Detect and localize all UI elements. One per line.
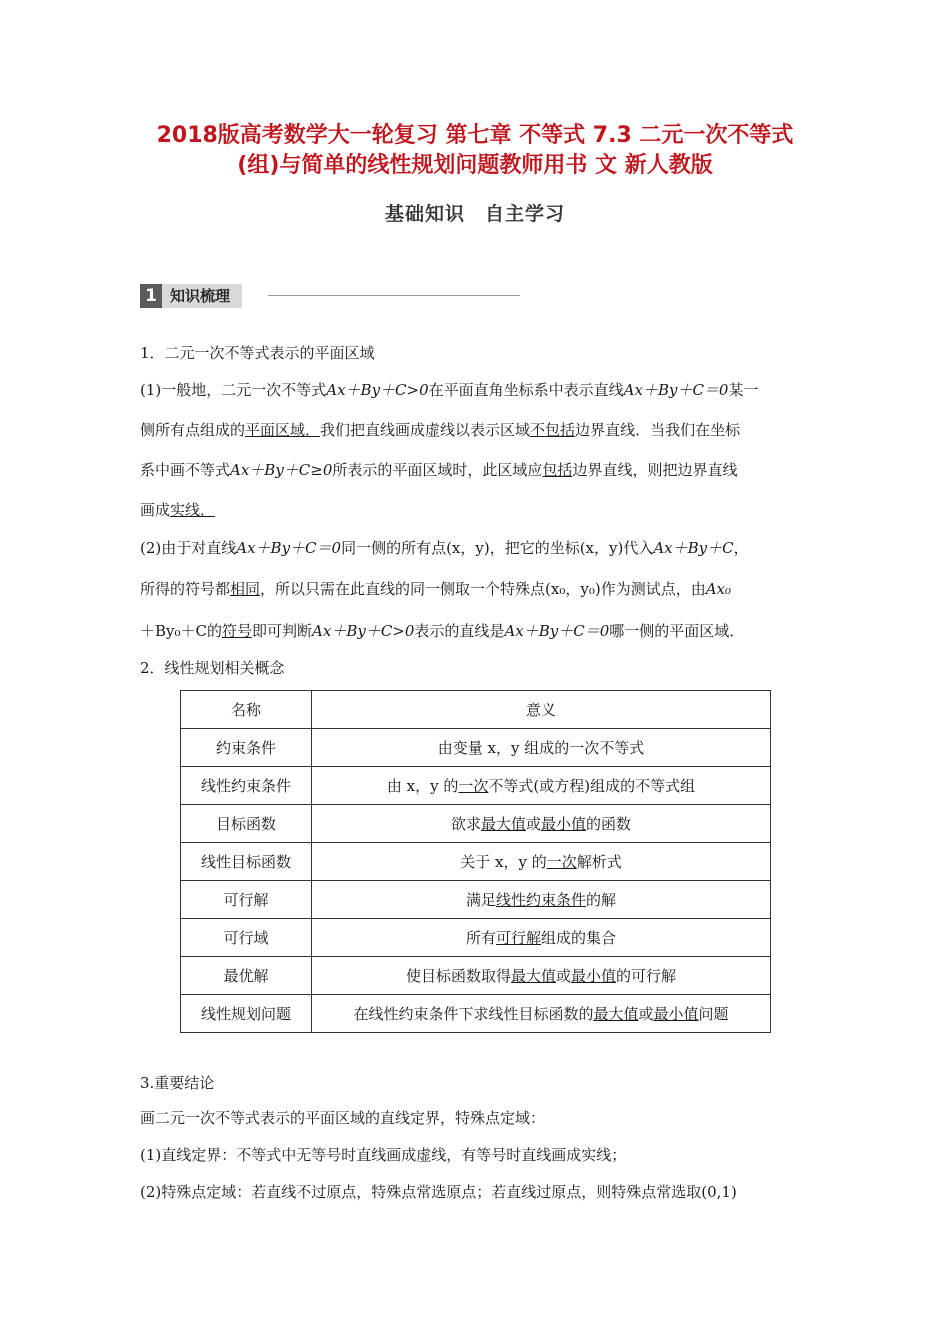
s3-line3: (2)特殊点定域：若直线不过原点，特殊点常选原点；若直线过原点，则特殊点常选取(0,1) [140,1183,737,1201]
text: 即可判断 [252,622,313,640]
text: 所表示的平面区域时，此区域应 [332,461,543,479]
underlined-answer: 一次 [458,777,489,795]
meaning-text: 所有 [465,929,496,947]
meaning-cell [312,767,771,805]
text: 我们把直线画成虚线以表示区域 [320,421,531,439]
term-cell: 线性规划问题 [181,995,312,1033]
text: 表示的直线是 [414,622,505,640]
text: 侧所有点组成的 [140,421,246,439]
meaning-text: 的解 [586,891,617,909]
meaning-text: 关于 x，y 的 [460,853,547,871]
meaning-text: 欲求 [450,815,481,833]
s1-p2-line3 [140,621,812,641]
section-header [140,283,242,309]
text: (1)一般地，二元一次不等式 [140,381,327,399]
inequality-expr: Ax＋By＋C≥0 [230,461,333,479]
underlined-answer: 最小值 [541,815,587,833]
underlined-answer: 最小值 [653,1005,699,1023]
table-row [181,957,771,995]
table-row [181,881,771,919]
underlined-answer: 不包括 [530,421,576,439]
inequality-expr: Ax＋By＋C>0 [326,381,429,399]
text: 边界直线，则把边界直线 [572,461,738,479]
meaning-text: 在线性约束条件下求线性目标函数的 [353,1005,594,1023]
doc-title-line2: (组)与简单的线性规划问题教师用书 文 新人教版 [237,153,713,178]
underlined-answer: 可行解 [495,929,541,947]
meaning-text: 解析式 [576,853,622,871]
s1-p2-line1 [140,538,812,558]
underlined-answer: 最大值 [510,967,556,985]
underlined-answer: 一次 [546,853,577,871]
underlined-answer: 实线． [170,501,216,519]
text: 同一侧的所有点(x，y)，把它的坐标(x，y)代入 [341,539,654,557]
meaning-cell [312,919,771,957]
underlined-answer: 符号 [222,622,253,640]
text: 边界直线．当我们在坐标 [575,421,741,439]
table-row [181,843,771,881]
meaning-text: 使目标函数取得 [405,967,511,985]
inequality-expr: Ax＋By＋C>0 [312,622,415,640]
table-row [181,995,771,1033]
underlined-answer: 最大值 [593,1005,639,1023]
underlined-answer: 包括 [542,461,573,479]
s1-p1-line1 [140,380,812,400]
meaning-text: 问题 [698,1005,729,1023]
term-cell: 约束条件 [181,729,312,767]
concepts-table [180,690,771,1033]
meaning-cell [312,995,771,1033]
text: 所得的符号都 [140,580,231,598]
text: ，所以只需在此直线的同一侧取一个特殊点(x₀，y₀)作为测试点，由 [260,580,706,598]
table-header-cell: 名称 [181,691,312,729]
term-cell: 线性目标函数 [181,843,312,881]
table-row [181,919,771,957]
meaning-text: 或 [638,1005,654,1023]
meaning-cell [312,881,771,919]
meaning-text: 或 [525,815,541,833]
term-cell: 可行解 [181,881,312,919]
s1-p1-line3 [140,460,812,480]
s1-p1-line4 [140,500,812,520]
table-row [181,729,771,767]
s2-heading: 2．线性规划相关概念 [140,659,285,677]
term-cell: 最优解 [181,957,312,995]
underlined-answer: 最大值 [480,815,526,833]
line-expr: Ax＋By＋C＝0 [504,622,610,640]
term-cell: 线性约束条件 [181,767,312,805]
underlined-answer: 相同 [230,580,261,598]
text: (2)由于对直线 [140,539,237,557]
table-header-cell: 意义 [312,691,771,729]
section-number-badge: 1 [140,284,162,308]
table-header-row [181,691,771,729]
line-expr: Ax＋By＋C＝0 [623,381,729,399]
underlined-answer: 线性约束条件 [495,891,586,909]
s3-heading: 3.重要结论 [140,1074,215,1092]
underlined-answer: 最小值 [571,967,617,985]
meaning-cell [312,957,771,995]
doc-title-line1: 2018版高考数学大一轮复习 第七章 不等式 7.3 二元一次不等式 [156,123,794,148]
meaning-text: 的可行解 [616,967,677,985]
meaning-cell [312,805,771,843]
meaning-text: 组成的集合 [541,929,617,947]
term-cell: 可行域 [181,919,312,957]
text: 在平面直角坐标系中表示直线 [428,381,624,399]
section-label: 知识梳理 [162,284,242,308]
doc-subtitle: 基础知识 自主学习 [384,203,565,225]
underlined-answer: 平面区域． [245,421,321,439]
text: 哪一侧的平面区域． [609,622,745,640]
text: 系中画不等式 [140,461,231,479]
s3-line1: 画二元一次不等式表示的平面区域的直线定界，特殊点定域： [140,1109,546,1127]
expr: Ax＋By＋C [653,539,734,557]
meaning-text: 或 [555,967,571,985]
s1-heading: 1．二元一次不等式表示的平面区域 [140,344,375,362]
section-divider [268,295,520,296]
text: 画成 [140,501,171,519]
term-cell: 目标函数 [181,805,312,843]
line-expr: Ax＋By＋C＝0 [236,539,342,557]
meaning-text: 的函数 [586,815,632,833]
table-row [181,767,771,805]
meaning-cell [312,729,771,767]
meaning-text: 由变量 x，y 组成的一次不等式 [437,739,645,757]
text: 某一 [728,381,759,399]
s3-line2: (1)直线定界：不等式中无等号时直线画成虚线，有等号时直线画成实线； [140,1146,627,1164]
s1-p2-line2 [140,579,812,599]
table-row [181,805,771,843]
meaning-text: 满足 [465,891,496,909]
meaning-text: 由 x，y 的 [386,777,459,795]
text: ， [733,539,749,557]
meaning-cell [312,843,771,881]
expr: Ax₀ [705,580,732,598]
text: ＋By₀＋C的 [140,622,222,640]
s1-p1-line2 [140,420,812,440]
meaning-text: 不等式(或方程)组成的不等式组 [488,777,696,795]
